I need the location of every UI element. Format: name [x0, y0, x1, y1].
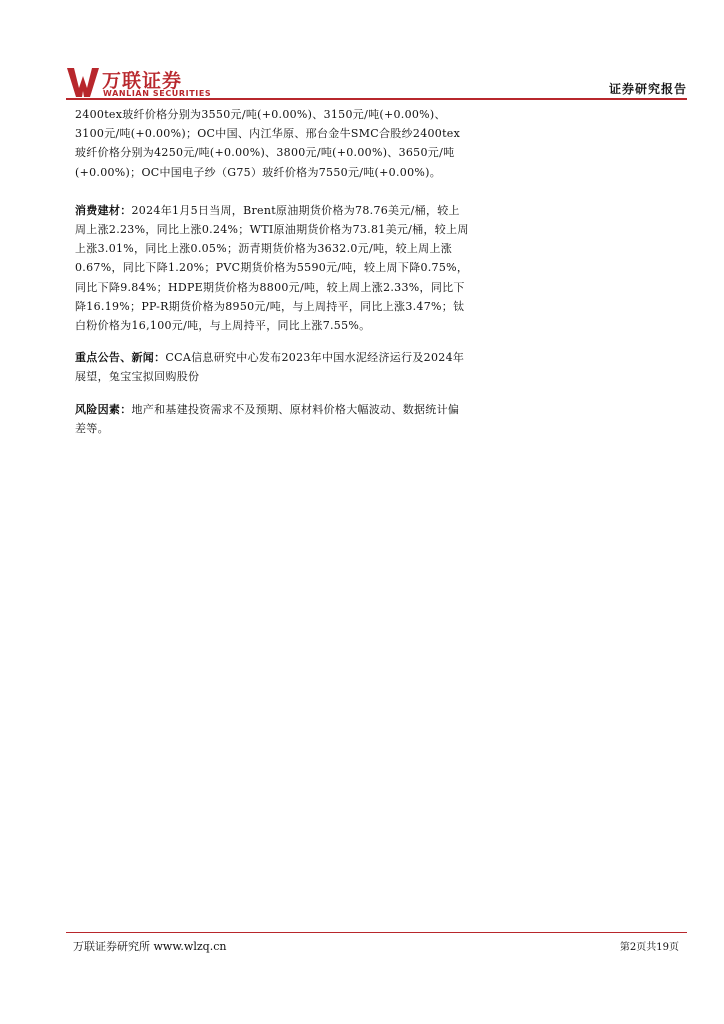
report-type-label: 证券研究报告 [608, 82, 687, 96]
news-paragraph [75, 348, 470, 386]
report-body [75, 105, 470, 451]
news-label: 重点公告、新闻： [75, 351, 166, 365]
fiberglass-price-paragraph: 2400tex玻纤价格分别为3550元/吨(+0.00%)、3150元/吨(+0.00%)、3100元/吨(+0.00%)；OC中国、内江华原、邢台金牛SMC合股纱2400tex玻纤价格分别为4250元/吨(+0.00%)、3800元/吨(+0.00%)、3650元/吨(+0.00%)；OC中国电子纱（G75）玻纤价格为7550元/吨(+0.00%)。 [75, 108, 461, 179]
wanlian-logo-icon [66, 66, 100, 98]
logo-company-name-en: WANLIAN SECURITIES [103, 89, 212, 98]
consumer-materials-paragraph [75, 201, 470, 335]
risk-label: 风险因素： [75, 402, 132, 416]
risk-text: 地产和基建投资需求不及预期、原材料价格大幅波动、数据统计偏差等。 [75, 402, 460, 435]
logo-company-name: 万联证券 [102, 70, 183, 92]
company-logo [66, 66, 216, 100]
page-number: 第2页共19页 [619, 942, 679, 953]
risk-paragraph [75, 400, 470, 438]
news-text: CCA信息研究中心发布2023年中国水泥经济运行及2024年展望，兔宝宝拟回购股份 [75, 351, 465, 384]
header-divider [66, 98, 687, 100]
consumer-materials-label: 消费建材： [75, 203, 132, 217]
consumer-materials-text: 2024年1月5日当周，Brent原油期货价格为78.76美元/桶，较上周上涨2.23%，同比上涨0.24%；WTI原油期货价格为73.81美元/桶，较上周上涨3.01%，同比上涨0.05%；沥青期货价格为3632.0元/吨，较上周上涨0.67%，同比下降1.20%；PVC期货价格为5590元/吨，较上周下降0.75%，同比下降9.84%；HDPE期货价格为8800元/吨，较上周上涨2.33%，同比下降16.19%；PP-R期货价格为8950元/吨，与上周持平，同比上涨3.47%；钛白粉价格为16,100元/吨，与上周持平，同比上涨7.55%。 [75, 203, 469, 333]
footer-institute: 万联证券研究所 www.wlzq.cn [73, 940, 227, 953]
footer-divider [66, 932, 687, 933]
